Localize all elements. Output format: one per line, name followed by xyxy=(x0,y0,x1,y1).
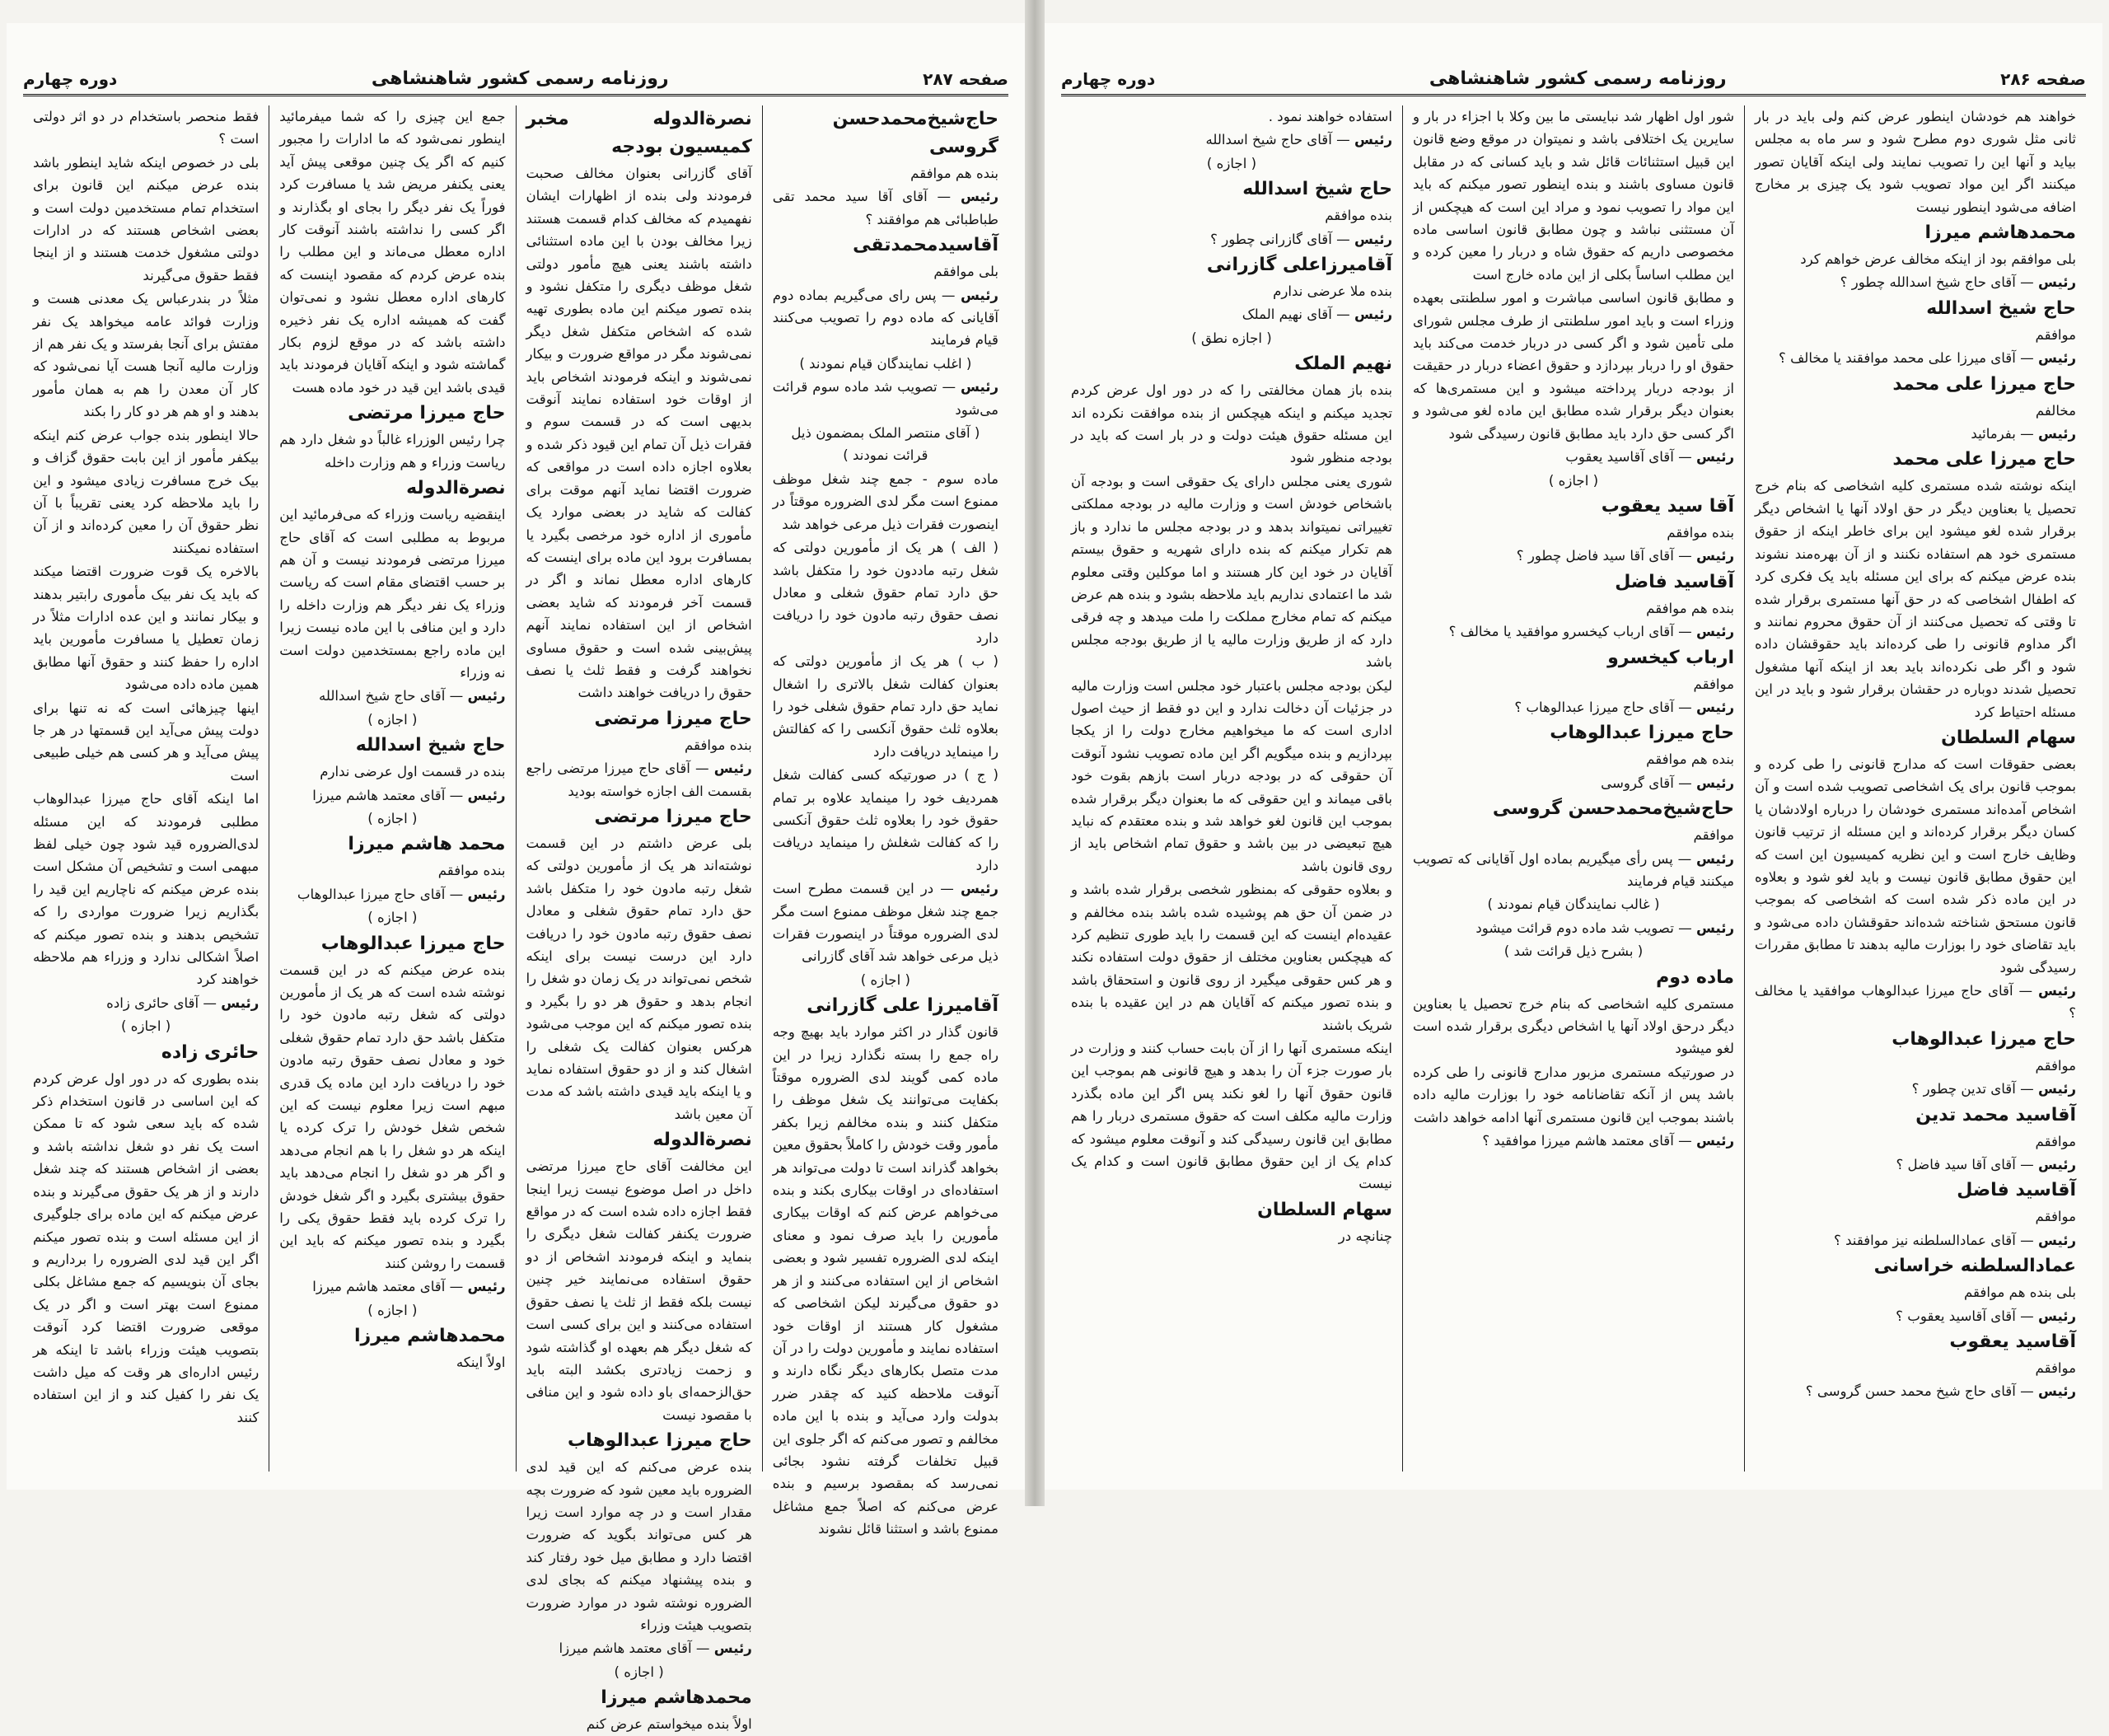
speaker-separator: — xyxy=(2015,426,2038,442)
paragraph: قانون گذار در اکثر موارد باید بهیچ وجه راه جمع را بسته نگذارد زیرا در این ماده کمی گویند لدی الضروره موقتاً بکفایت می‌توانند یک شغل موظف را متکفل کنند و بنده مخالفم زیرا بکفر مأمور وقت خودش را کاملاً بحقوق معین بخواهد گذراند است تا دولت می‌تواند هر استفاده‌ای در اوقات بیکاری بکند و بنده می‌خواهم عرض کنم که اوقات بیکاری مأمورین را باید صرف نمود و معنای اینکه لدی الضروره تفسیر شود و بعضی اشخاص از این استفاده می‌کنند و از هر دو حقوق می‌گیرند لیکن اشخاصی که مشغول کار هستند از اوقات خود استفاده نمایند و مأمورین دولت را در آن مدت متصل بکارهای دیگر نگاه دارند و آنوقت ملاحظه کنید که چقدر ضرر بدولت وارد می‌آید و بنده با این ماده مخالفم و تصور می‌کنم که اگر جلوی این قبیل تخلفات گرفته نشود بجائی نمی‌رسد که بمقصود برسیم و بنده عرض می‌کنم که اصلاً جمع مشاغل ممنوع باشد و استثنا قائل نشوند xyxy=(772,1024,998,1537)
stage-note: ( اجازه ) xyxy=(121,1018,171,1035)
speaker-name: رئیس xyxy=(467,1279,506,1295)
paragraph: این مخالفت آقای حاج میرزا مرتضی داخل در اصل موضوع نیست زیرا اینجا فقط اجازه داده شده است که در مواقع ضرورت یکنفر کفالت شغل دیگری را بنماید و اینکه فرمودند اشخاص از دو حقوق استفاده می‌نمایند خیر چنین نیست بلکه فقط از ثلث یا نصف حقوق استفاده می‌کنند و این برای کسی است که شغل دیگر هم بعهده او گذاشته شود و زحمت زیادتری بکشد البته باید حق‌الزحمه‌ای باو داده شود و این منافی با مقصود نیست xyxy=(526,1158,752,1423)
left-page-header xyxy=(23,56,1008,96)
paragraph: موافقم xyxy=(2035,1209,2076,1225)
paragraph: اینکه مستمری آنها را از آن بابت حساب کنند و وزارت در بار صورت جزء آن را بدهد و هیچ قانونی هم بموجب این قانون حقوق آنها را لغو نکند پس اگر این ماده بگذرد وزارت مالیه مکلف است که حقوق مستمری دربار را هم مطابق این قانون رسیدگی کند و آنوقت معلوم میشود که کدام یک از این حقوق مطابق قانون است و کدام یک نیست xyxy=(1071,1041,1392,1192)
speaker-heading: آقا سید یعقوب xyxy=(1601,495,1734,517)
speaker-separator: — xyxy=(445,1279,468,1295)
paragraph: ( الف ) هر یک از مأمورین دولتی که شغل رتبه ماددون خود را متکفل باشد حق دارد تمام حقوق شغلی و معادل نصف حقوق رتبه مادون خود را دریافت دارد xyxy=(772,540,998,646)
speaker-line xyxy=(1413,696,1734,718)
paragraph: بنده عرض می‌کنم که این قید لدی الضروره باید معین شود که ضرورت بچه مقدار است و در چه موارد است زیرا هر کس می‌تواند بگوید که ضرورت اقتضا دارد و مطابق میل خود رفتار کند و بنده پیشنهاد میکنم که بجای لدی الضروره نوشته شود در موارد ضرورت بتصویب هیئت وزراء xyxy=(526,1459,752,1633)
speaker-heading: آقامیرزاعلی گازرانی xyxy=(1206,255,1392,276)
period-label: دوره چهارم xyxy=(23,69,118,89)
speaker-name: رئیس xyxy=(1695,850,1734,867)
speaker-name: رئیس xyxy=(467,886,506,902)
speaker-line xyxy=(1413,917,1734,939)
speaker-line xyxy=(1413,446,1734,468)
paragraph: اولاً بنده میخواستم عرض کنم xyxy=(586,1716,752,1733)
column xyxy=(762,105,1008,1537)
speaker-separator: — xyxy=(1673,1133,1696,1149)
speech-text: آقای حاج شیخ اسدالله xyxy=(318,688,446,704)
paragraph: موافقم xyxy=(2035,326,2076,343)
paragraph: مثلاً در بندرعباس یک معدنی هست و وزارت فوائد عامه میخواهد یک نفر مفتش برای آنجا بفرستد و یک نفر هم از وزارت مالیه آنجا هست آیا نمی‌شود که کار آن معدن را هم به همان مأمور بدهند و او هم هر دو کار را بکند xyxy=(33,291,260,420)
speaker-name: رئیس xyxy=(1354,231,1392,247)
paragraph: اولاً اینکه xyxy=(456,1355,506,1371)
speaker-line xyxy=(1755,1153,2076,1176)
stage-note: ( اجازه ) xyxy=(614,1663,664,1680)
speaker-separator: — xyxy=(2015,1232,2038,1248)
speaker-line xyxy=(279,685,505,707)
speaker-heading: حائری زاده xyxy=(161,1041,260,1063)
speaker-line xyxy=(1755,980,2076,1025)
paragraph: شوری یعنی مجلس دارای یک حقوقی است و بودجه آن باشخاص خودش است و وزارت مالیه در بودجه مملکتی تغییراتی نمیتواند بدهد و در بودجه مجلس ما ندارد و باز هم تکرار میکنم که بنده دارای شهریه و حقوق بیستم آقایان در خود این کار هستند و اما موکلین وقتی معلوم شد ما اعتمادی نداریم باید ملاحظه بشود و بنده هم عرض میکنم که تمام مخارج مملکت را ملت میدهد و چه فرقی دارد که از طریق وزارت مالیه یا از طریق بودجه مجلس باشد xyxy=(1071,473,1392,671)
speaker-line xyxy=(1755,1078,2076,1100)
column xyxy=(1061,105,1402,1472)
paragraph: بنده عرض میکنم که در این قسمت نوشته شده است که هر یک از مأمورین دولتی که شغل رتبه مادون خود را متکفل باشد حق دارد تمام حقوق شغلی خود و معادل نصف حقوق رتبه مادون خود را دریافت دارد این ماده یک قدری مبهم است زیرا معلوم نیست که این شخص شغل خودش را ترک کرده یا اینکه هر دو شغل را با هم انجام می‌دهد و اگر هر دو شغل را انجام می‌دهد باید حقوق بیشتری بگیرد و اگر شغل خودش را ترک کرده باید فقط حقوق یکی را بگیرد و بنده تصور میکنم که باید این قسمت را روشن کنند xyxy=(279,962,506,1271)
speaker-heading: حاج شیخ اسدالله xyxy=(1242,179,1392,200)
speaker-line xyxy=(1755,347,2076,369)
speaker-name: رئیس xyxy=(467,688,506,704)
speaker-heading: محمدهاشم میرزا xyxy=(1924,222,2076,244)
speaker-heading: سهام السلطان xyxy=(1941,727,2076,748)
column xyxy=(516,105,762,1733)
speaker-name: رئیس xyxy=(1354,132,1392,148)
speaker-heading: حاج میرزا مرتضی xyxy=(594,806,752,827)
paragraph: بلی عرض داشتم در این قسمت نوشته‌اند هر یک از مأمورین دولتی که شغل رتبه مادون خود را متکفل باشد حق دارد تمام حقوق شغلی و معادل نصف حقوق رتبه مادون خود را دریافت دارد این درست نیست برای اینکه شخص نمی‌تواند در یک زمان دو شغل را انجام بدهد و حقوق هر دو را بگیرد و بنده تصور میکنم که این موجب می‌شود هرکس بعنوان کفالت یک شغلی را اشغال کند و از دو حقوق استفاده نماید و یا اینکه باید قیدی داشته باشد که مدت آن معین باشد xyxy=(526,835,752,1122)
paragraph: موافقم xyxy=(1693,827,1734,844)
period-label: دوره چهارم xyxy=(1061,69,1156,89)
speaker-heading: محمد هاشم میرزا xyxy=(348,834,506,855)
speaker-name: رئیس xyxy=(2037,1308,2076,1324)
paragraph: شور اول اظهار شد نبایستی ما بین وکلا با اجزاء در بار و سایرین یک اختلافی باشد و نمیتوان در موقع وضع قانون این قبیل استثنائات قائل شد و باید کسانی که در مقابل قانون مساوی باشند و بنده اینطور تصور میکنم که باید این مواد را تصویب نمود و مراد این است که هیچکس از آن مستثنی نباشد و چون مطابق قانون اساسی ماده مخصوصی داریم که حقوق شاه و دربار را معین کرده و این مطلب اساساً بکلی از این ماده خارج است xyxy=(1413,109,1734,283)
speaker-separator: — xyxy=(1673,449,1696,466)
stage-note: ( اجازه ) xyxy=(367,1302,418,1318)
speaker-separator: — xyxy=(1672,850,1696,867)
journal-title: روزنامه رسمی کشور شاهنشاهی xyxy=(371,68,669,89)
speaker-line xyxy=(1413,772,1734,794)
speaker-name: رئیس xyxy=(2037,1157,2076,1173)
speaker-line xyxy=(526,1637,752,1659)
speech-text: در این قسمت مطرح است جمع چند شغل موظف ممنوع است مگر لدی الضروره موقتاً در اینصورت فقرات ذیل مرعی خواهد شد آقای گازرانی xyxy=(772,881,998,965)
speaker-line xyxy=(773,284,998,352)
speaker-heading: آقاسید فاضل xyxy=(1615,571,1734,592)
speaker-line xyxy=(526,757,752,802)
speaker-heading: حاج میرزا علی محمد xyxy=(1892,373,2076,395)
speaker-name: رئیس xyxy=(1695,699,1734,715)
speech-text: آقای حاج شیخ اسدالله xyxy=(1205,132,1332,148)
speaker-separator: — xyxy=(927,189,961,205)
speaker-heading: آقامیرزا علی گازرانی xyxy=(807,995,998,1017)
speaker-heading: حاج میرزا علی محمد xyxy=(1892,449,2076,470)
speaker-heading: نهیم الملک xyxy=(1294,353,1392,375)
paragraph: جمع این چیزی را که شما میفرمائید اینطور نمی‌شود که ما ادارات را مجبور کنیم که اگر یک چنین موقعی پیش آید یعنی یکنفر مریض شد یا مسافرت کرد فوراً یک نفر دیگر را بجای او بگذارند و اگر کسی را نداشته باشند آنوقت کار اداره معطل می‌ماند و این مطلب را بنده عرض کردم که مقصود اینست که کارهای اداره معطل نشود و نمی‌توان گفت که همیشه اداره یک نفر ذخیره داشته باشد که در موقع لزوم بکار گماشته شود و اینکه آقایان فرمودند باید قیدی باشد این قید در خود ماده هست xyxy=(279,109,506,395)
speaker-separator: — xyxy=(2015,1383,2038,1400)
speaker-separator: — xyxy=(1331,132,1354,148)
speech-text: آقای حاج میرزا عبدالوهاب xyxy=(297,886,446,902)
stage-note: ( بشرح ذیل قرائت شد ) xyxy=(1503,943,1644,960)
paragraph: و مطابق قانون اساسی مباشرت و امور سلطنتی بعهده وزراء است و باید امور سلطنتی از طرف مجلس شورای ملی تأمین شود و اگر کسی در دربار خدمت می‌کند باید حقوق او را دربار بپردازد و حقوق اعضاء دربار در حقیقت از بودجه دربار پرداخته میشود و این مستمری‌ها که بعنوان دیگر برقرار شده مطابق این ماده لغو می‌شود و اگر کسی حق دارد باید مطابق قانون رسیدگی شود xyxy=(1413,290,1734,442)
speaker-separator: — xyxy=(445,787,468,803)
speaker-line xyxy=(1413,848,1734,893)
right-page-columns xyxy=(1061,105,2086,1472)
speech-text: آقای حاج میرزا مرتضی راجع بقسمت الف اجازه خواسته بودید xyxy=(526,760,752,799)
speaker-heading: حاج میرزا مرتضی xyxy=(348,403,506,424)
paragraph: بنده در قسمت اول عرضی ندارم xyxy=(320,764,506,780)
speaker-name: رئیس xyxy=(2037,1383,2076,1400)
speaker-heading: آقاسید محمد تدین xyxy=(1915,1104,2076,1125)
paragraph: مستمری کلیه اشخاصی که بنام خرج تحصیل یا بعناوین دیگر درحق اولاد آنها یا اشخاص دیگری برقرار شده است لغو میشود xyxy=(1413,995,1734,1057)
speaker-line xyxy=(1413,1130,1734,1152)
paragraph: بلی موافقم بود از اینکه مخالف عرض خواهم کرد xyxy=(1800,251,2076,268)
stage-note: ( اجازه ) xyxy=(860,971,910,988)
paragraph: چنانچه در xyxy=(1338,1228,1392,1244)
speech-text: آقای حاج شیخ اسدالله چطور ؟ xyxy=(1840,274,2016,291)
speaker-heading: حاج میرزا عبدالوهاب xyxy=(1550,723,1734,744)
speaker-separator: — xyxy=(1331,231,1354,247)
speaker-separator: — xyxy=(2013,983,2038,999)
speaker-line xyxy=(279,784,505,807)
speaker-heading: ماده دوم xyxy=(1656,966,1734,988)
speech-text: آقای حاج میرزا عبدالوهاب موافقید یا مخالف ؟ xyxy=(1755,983,2076,1022)
speech-text: آقای آقاسید یعقوب ؟ xyxy=(1896,1308,2016,1324)
speaker-separator: — xyxy=(199,994,222,1011)
speech-text: آقای تدین چطور ؟ xyxy=(1911,1081,2016,1097)
speaker-name: رئیس xyxy=(1695,774,1734,791)
paragraph: ( ج ) در صورتیکه کسی کفالت شغل همردیف خود را مینماید علاوه بر تمام حقوق خود را بعلاوه ثلث حقوق آنکسی را که کفالت شغلش را مینماید دریافت دارد xyxy=(772,767,998,873)
speech-text: تصویب شد ماده دوم قرائت میشود xyxy=(1475,919,1674,936)
speaker-name: رئیس xyxy=(713,760,752,777)
paragraph: بنده هم موافقم xyxy=(1646,751,1734,768)
speaker-line xyxy=(1071,129,1392,151)
paragraph: ( ب ) هر یک از مأمورین دولتی که بعنوان کفالت شغل بالاتری را اشغال نماید حق دارد تمام حقوق شغلی خود را بعلاوه ثلث حقوق آنکسی را که کفالتش را مینماید دریافت دارد xyxy=(772,653,998,760)
paragraph: بعضی حقوقات است که مدارج قانونی را طی کرده و بموجب قانون برای یک اشخاصی تصویب شده است و آن اشخاص آمده‌اند مستمری خودشان را درباره اولادشان یا کسان دیگر برقرار کرده‌اند و این مسئله از ترتیب قانون وظایف خارج است و این نظریه کمیسیون این است که این حقوق مطابق قانون نیست و باید لغو شود و بعلاوه در این ماده ذکر شده است که اشخاصی که بموجب قانون مستحق شناخته شده‌اند حقوقشان داده می‌شود و باید تقاضای خود را بوزارت مالیه بدهند تا مطابق مقررات رسیدگی شود xyxy=(1755,756,2076,976)
speaker-name: رئیس xyxy=(1354,306,1392,323)
column xyxy=(23,105,269,1472)
speaker-separator: — xyxy=(936,287,961,303)
speaker-separator: — xyxy=(937,379,961,395)
speaker-heading: آقاسید یعقوب xyxy=(1949,1331,2076,1353)
speaker-heading: آقاسیدمحمدتقی xyxy=(853,235,998,256)
speaker-heading: حاج شیخ اسدالله xyxy=(355,735,506,756)
speech-text: آقای نهیم الملک xyxy=(1242,306,1332,323)
paragraph: آقای گازرانی بعنوان مخالف صحبت فرمودند ولی بنده از اظهارات ایشان نفهمیدم که مخالف کدام قسمت هستند زیرا مخالف بودن با این ماده استثنائی داشته باشند یعنی هیچ مأمور دولتی شغل موظف دیگری را متکفل نشود و بنده تصور میکنم این ماده بطوری تهیه شده که اشخاص متکفل شغل دیگر نمی‌شوند مگر در مواقع ضرورت و بیکار نمی‌شوند و اینکه فرمودند اشخاص باید از اوقات خود استفاده نمایند آنوقت بدیهی است که در قسمت سوم و فقرات ذیل آن تمام این قیود ذکر شده و بعلاوه اجازه داده است در مواقعی که ضرورت اقتضا نماید آنهم موقت برای کفالت که شاید در بعضی موارد یک مأموری از اداره خود مرخصی بگیرد یا بمسافرت برود این ماده برای اینست که کارهای اداره معطل نماند و اگر در قسمت آخر فرمودند که شاید بعضی اشخاص از این استفاده نمایند آنهم پیش‌بینی شده است و حقوق مساوی نخواهند گرفت و فقط ثلث یا نصف حقوق را دریافت خواهند داشت xyxy=(526,166,752,701)
paragraph: لیکن بودجه مجلس باعتبار خود مجلس است وزارت مالیه در جزئیات آن دخالت ندارد و این دو فقط از حیث اصول اداری است که ما میخواهیم مخارج دولت را از یکجا بپردازیم و بنده میگویم اگر این ماده تصویب نشود آنوقت آن حقوقی که در بودجه دربار است بازهم بقوت خود باقی میماند و این حقوقی که ما بعنوان دیگر برقرار شده بموجب این قانون لغو خواهد شد و بنده معتقدم که نباید هیچ تبعیضی در بین باشد و حقوق تمام اشخاص باید از روی قانون باشد xyxy=(1071,677,1392,874)
speech-text: آقای حاج میرزا عبدالوهاب ؟ xyxy=(1514,699,1674,715)
speaker-heading: حاج‌شیخ‌محمدحسن گروسی xyxy=(832,109,998,157)
paragraph: فقط منحصر باستخدام در دو اثر دولتی است ؟ xyxy=(33,109,260,147)
speech-text: آقای آقا سید محمد تقی طباطبائی هم موافقند ؟ xyxy=(772,189,998,227)
speech-text: آقای ارباب کیخسرو موافقید یا مخالف ؟ xyxy=(1448,624,1674,640)
paragraph: مخالفم xyxy=(2035,402,2076,419)
speaker-line xyxy=(773,185,998,231)
speaker-line xyxy=(1755,1305,2076,1327)
stage-note: ( اجازه ) xyxy=(367,711,418,728)
speaker-heading: سهام السلطان xyxy=(1257,1199,1392,1220)
speaker-separator: — xyxy=(445,886,468,902)
speaker-separator: — xyxy=(2015,1157,2038,1173)
page-number: صفحه ۲۸۷ xyxy=(923,69,1008,89)
speech-text: آقای معتمد هاشم میرزا xyxy=(559,1640,692,1657)
speaker-line xyxy=(279,883,505,905)
speaker-line xyxy=(1755,423,2076,445)
paragraph: موافقم xyxy=(1693,676,1734,692)
stage-note: ( اجازه ) xyxy=(367,910,418,926)
column xyxy=(1744,105,2086,1472)
speech-text: آقای گروسی xyxy=(1601,774,1674,791)
speaker-separator: — xyxy=(933,881,961,897)
speaker-heading: محمدهاشم میرزا xyxy=(354,1326,506,1347)
speaker-name: رئیس xyxy=(1695,919,1734,936)
speaker-name: رئیس xyxy=(467,787,506,803)
paragraph: بنده هم موافقم xyxy=(910,166,998,181)
paragraph: اینها چیزهائی است که نه تنها برای دولت پیش می‌آید این قسمتها در هر جا پیش می‌آید و هر کسی هم خیلی طبیعی است xyxy=(33,700,260,784)
right-page xyxy=(1045,23,2102,1490)
page-number: صفحه ۲۸۶ xyxy=(2000,69,2086,89)
speaker-line xyxy=(1413,620,1734,643)
speaker-heading: حاج میرزا مرتضی xyxy=(594,708,752,729)
column xyxy=(269,105,515,1472)
paragraph: موافقم xyxy=(2035,1133,2076,1149)
left-page-columns xyxy=(23,105,1008,1733)
speech-text: آقای میرزا علی محمد موافقند یا مخالف ؟ xyxy=(1779,350,2016,367)
speaker-heading: محمدهاشم میرزا xyxy=(601,1687,752,1709)
speaker-separator: — xyxy=(445,688,468,704)
speaker-separator: — xyxy=(2015,350,2038,367)
speaker-separator: — xyxy=(1673,919,1696,936)
stage-note: ( اجازه ) xyxy=(367,810,418,826)
paragraph: بلی موافقم xyxy=(933,264,998,280)
stage-note: ( اجازه ) xyxy=(1548,472,1599,489)
speaker-heading: ارباب کیخسرو xyxy=(1607,647,1734,668)
speaker-line xyxy=(279,1275,505,1298)
paragraph: بنده موافقم xyxy=(685,737,752,753)
speech-text: آقای معتمد هاشم میرزا xyxy=(312,1279,446,1295)
paragraph: در صورتیکه مستمری مزبور مدارج قانونی را طی کرده باشد پس از آنکه تقاضانامه خود را بوزارت مالیه داده باشند بموجب این قانون مستمری آنها ادامه خواهد داشت xyxy=(1413,1064,1734,1125)
speech-text: آقای آقا سید فاضل چطور ؟ xyxy=(1516,548,1674,564)
paragraph: بنده موافقم xyxy=(1325,208,1392,224)
speech-text: آقای حاج شیخ محمد حسن گروسی ؟ xyxy=(1805,1383,2016,1400)
speaker-line xyxy=(773,877,998,968)
speaker-line xyxy=(1755,1380,2076,1402)
speaker-name: رئیس xyxy=(2037,350,2076,367)
speaker-heading: حاج میرزا عبدالوهاب xyxy=(320,933,506,954)
speech-text: آقای حائری زاده xyxy=(106,994,199,1011)
speaker-separator: — xyxy=(2015,274,2038,291)
paragraph: بنده باز همان مخالفتی را که در دور اول عرض کردم تجدید میکنم و اینکه هیچکس از بنده موافقت نکرده اند این مسئله حقوق هیئت دولت و در بار است که باید در بودجه منظور شود xyxy=(1071,382,1392,466)
speaker-separator: — xyxy=(1673,624,1696,640)
paragraph: بنده موافقم xyxy=(437,863,506,879)
paragraph: اما اینکه آقای حاج میرزا عبدالوهاب مطلبی فرمودند که این مسئله لدی‌الضروره قید شود چون خیلی لفظ مبهمی است و تشخیص آن مشکل است بنده عرض میکنم که ناچاریم این قید را بگذاریم زیرا ضرورت مواردی را که تشخیص بدهند و بنده تصور میکنم که اصلاً اشکالی ندارد و وزراء هم ملاحظه خواهند کرد xyxy=(33,791,260,988)
speaker-name: رئیس xyxy=(960,379,998,395)
paragraph: استفاده خواهند نمود . xyxy=(1268,109,1392,124)
paragraph: اینکه نوشته شده مستمری کلیه اشخاصی که بنام خرج تحصیل یا بعناوین دیگر در حق اولاد آنها یا اشخاص دیگر برقرار شده لغو میشود این برای خاطر اینکه از حقوق مستمری خود هم استفاده نکنند و از آن بهره‌مند نشوند بنده عرض میکنم که برای این مسئله باید یک فکری کرد که اطفال اشخاصی که در حق آنها مستمری برقرار شده تا وقتی که تحصیل می‌کنند از آن حقوق محروم نمانند و اگر مداوم قانونی را طی کرده‌اند باید حقوقشان داده شود و اگر طی نکرده‌اند باید بعد از اینکه آنها مشغول تحصیل شدند دوباره در حقشان برقرار شود و باید در این مسئله احتیاط کرد xyxy=(1755,478,2076,720)
paragraph: بنده ملا عرضی ندارم xyxy=(1273,283,1392,300)
speaker-separator: — xyxy=(1331,306,1354,323)
paragraph: خواهند هم خودشان اینطور عرض کنم ولی باید در بار ثانی مثل شوری دوم مطرح شود و سر ماه به مجلس بیاید و آنها این را تصویب نمایند ولی اینکه آقایان تصور میکنند اگر این مواد تصویب شود یک چیزی بر مخارج اضافه می‌شود اینطور نیست xyxy=(1755,109,2076,215)
paragraph: اینقضیه ریاست وزراء که می‌فرمائید این مربوط به مطلبی است که آقای حاج میرزا مرتضی فرمودند نیست و آن هم بر حسب اقتضای مقام است که ریاست وزراء یک نفر دیگر هم وزارت داخله را دارد و این منافی با این ماده نیست زیرا این ماده راجع بمستخدمین دولت است نه وزراء xyxy=(279,507,506,681)
speaker-heading: نصرةالدوله xyxy=(652,1130,752,1151)
speaker-line xyxy=(1413,545,1734,567)
speaker-separator: — xyxy=(2015,1081,2038,1097)
speaker-separator: — xyxy=(1673,548,1696,564)
speaker-heading: حاج شیخ اسدالله xyxy=(1926,297,2076,319)
speaker-heading: عمادالسلطنه خراسانی xyxy=(1873,1256,2076,1277)
journal-title: روزنامه رسمی کشور شاهنشاهی xyxy=(1429,68,1727,89)
speaker-name: رئیس xyxy=(2037,274,2076,291)
speaker-name: رئیس xyxy=(960,287,998,303)
speaker-name: رئیس xyxy=(1695,548,1734,564)
stage-note: ( آقای منتصر الملک بمضمون ذیل قرائت نمودند ) xyxy=(791,425,980,464)
right-page-header xyxy=(1061,56,2086,96)
speaker-name: رئیس xyxy=(221,994,260,1011)
speech-text: تصویب شد ماده سوم قرائت می‌شود xyxy=(772,379,998,418)
paragraph: ماده سوم - جمع چند شغل موظف ممنوع است مگر لدی الضروره موقتاً در اینصورت فقرات ذیل مرعی خواهد شد xyxy=(772,470,998,532)
paragraph: موافقم xyxy=(2035,1360,2076,1377)
speaker-heading: نصرةالدوله مخبر کمیسیون بودجه xyxy=(526,109,752,157)
column xyxy=(1402,105,1744,1472)
speech-text: پس رأی میگیریم بماده اول آقایانی که تصویب میکنند قیام فرمایند xyxy=(1413,850,1734,889)
speaker-name: رئیس xyxy=(1695,624,1734,640)
speech-text: آقای عمادالسلطنه نیز موافقند ؟ xyxy=(1834,1232,2016,1248)
stage-note: ( غالب نمایندگان قیام نمودند ) xyxy=(1487,896,1660,913)
left-page xyxy=(7,23,1025,1733)
paragraph: چرا رئیس الوزراء غالباً دو شغل دارد هم ریاست وزراء و هم وزارت داخله xyxy=(279,432,506,470)
paragraph: بنده هم موافقم xyxy=(1646,600,1734,616)
stage-note: ( اجازه ) xyxy=(1206,155,1257,171)
speaker-separator: — xyxy=(1673,774,1696,791)
speaker-separator: — xyxy=(2015,1308,2038,1324)
speaker-name: رئیس xyxy=(713,1640,752,1657)
speaker-name: رئیس xyxy=(2037,426,2076,442)
paragraph: بالاخره یک قوت ضرورت اقتضا میکند که باید یک نفر بیک مأموری رابتیر بدهند و بیکار نمانند و این عده ادارات مثلاً در زمان تعطیل یا مسافرت مأمورین باید اداره را حفظ کنند و حقوق آنها مطابق همین ماده داده می‌شود xyxy=(33,564,260,693)
speaker-name: رئیس xyxy=(2037,983,2076,999)
paragraph: موافقم xyxy=(2035,1057,2076,1074)
speaker-line xyxy=(773,376,998,421)
speaker-line xyxy=(1755,271,2076,293)
speech-text: آقای آقا سید فاضل ؟ xyxy=(1896,1157,2016,1173)
speech-text: آقای معتمد هاشم میرزا xyxy=(312,787,446,803)
paragraph: بلی در خصوص اینکه شاید اینطور باشد بنده عرض میکنم این قانون برای استخدام تمام مستخدمین دولت است و بعضی اشخاص هستند که در ادارات دولتی مشغول خدمت هستند و از اینجا فقط حقوق می‌گیرند xyxy=(33,154,260,283)
paragraph: حالا اینطور بنده جواب عرض کنم اینکه بیکفر مأمور از این بابت حقوق گزاف و بیک خرج مسافرت زیادی میشود و این را باید ملاحظه کرد یعنی تقریباً با آن نظر حقوق آن را معین کرده‌اند و از آن استفاده نمیکنند xyxy=(33,427,260,556)
speaker-heading: حاج میرزا عبدالوهاب xyxy=(1892,1028,2076,1050)
speaker-heading: آقاسید فاضل xyxy=(1957,1180,2076,1201)
speaker-line xyxy=(1755,1229,2076,1252)
speech-text: آقای آقاسید یعقوب xyxy=(1565,449,1674,466)
speaker-name: رئیس xyxy=(960,881,998,897)
speaker-separator: — xyxy=(1673,699,1696,715)
speaker-name: رئیس xyxy=(1695,1133,1734,1149)
speech-text: آقای گازرانی چطور ؟ xyxy=(1210,231,1332,247)
paragraph: بنده بطوری که در دور اول عرض کردم که این اساسی در قانون استخدام ذکر شده که باید سعی شود که تا ممکن است یک نفر دو شغل نداشته باشد و بعضی از اشخاص هستند که چند شغل دارند و از هر یک حقوق می‌گیرند و بنده عرض میکنم که این ماده برای جلوگیری از این مسئله است و بنده تصور میکنم اگر این قید لدی الضروره را برداریم و بجای آن بنویسیم که جمع مشاغل بکلی ممنوع است بهتر است و اگر در یک موقعی ضرورت اقتضا کرد آنوقت بتصویب هیئت وزراء باشد تا اینکه هر رئیس اداره‌ای هر وقت که میل داشت یک نفر را کفیل کند و از این استفاده کنند xyxy=(33,1070,260,1425)
speaker-name: رئیس xyxy=(2037,1232,2076,1248)
stage-note: ( اغلب نمایندگان قیام نمودند ) xyxy=(799,355,972,372)
paragraph: بنده موافقم xyxy=(1667,524,1734,540)
speaker-heading: حاج‌شیخ‌محمدحسن گروسی xyxy=(1492,798,1734,820)
paragraph: و بعلاوه حقوقی که بمنظور شخصی برقرار شده باشد و در ضمن آن حق هم پوشیده شده باشد بنده مخالفم و عقیده‌ام اینست که این قسمت را باید طوری تنظیم کرد که هیچکس بعناوین مختلف از حقوق دولت استفاده نکند و هر کس حقوقی میگیرد از روی قانون و استحقاق باشد و بنده تصور میکنم که آقایان هم در این عقیده با بنده شریک باشند xyxy=(1071,882,1392,1033)
speaker-name: رئیس xyxy=(1695,449,1734,466)
stage-note: ( اجازه نطق ) xyxy=(1191,330,1272,346)
speech-text: پس رای می‌گیریم بماده دوم آقایانی که ماده دوم را تصویب می‌کنند قیام فرمایند xyxy=(772,287,998,349)
speech-text: آقای معتمد هاشم میرزا موافقید ؟ xyxy=(1482,1133,1674,1149)
paragraph: بلی بنده هم موافقم xyxy=(1963,1284,2076,1301)
speaker-line xyxy=(1071,303,1392,325)
speaker-heading: حاج میرزا عبدالوهاب xyxy=(568,1430,752,1452)
speaker-name: رئیس xyxy=(960,189,998,205)
speaker-line xyxy=(33,992,259,1014)
speech-text: بفرمائید xyxy=(1971,426,2016,442)
page-gutter xyxy=(1025,0,1045,1506)
speaker-line xyxy=(1071,228,1392,250)
speaker-name: رئیس xyxy=(2037,1081,2076,1097)
speaker-separator: — xyxy=(690,760,714,777)
speaker-heading: نصرةالدوله xyxy=(406,478,506,499)
speaker-separator: — xyxy=(691,1640,714,1657)
